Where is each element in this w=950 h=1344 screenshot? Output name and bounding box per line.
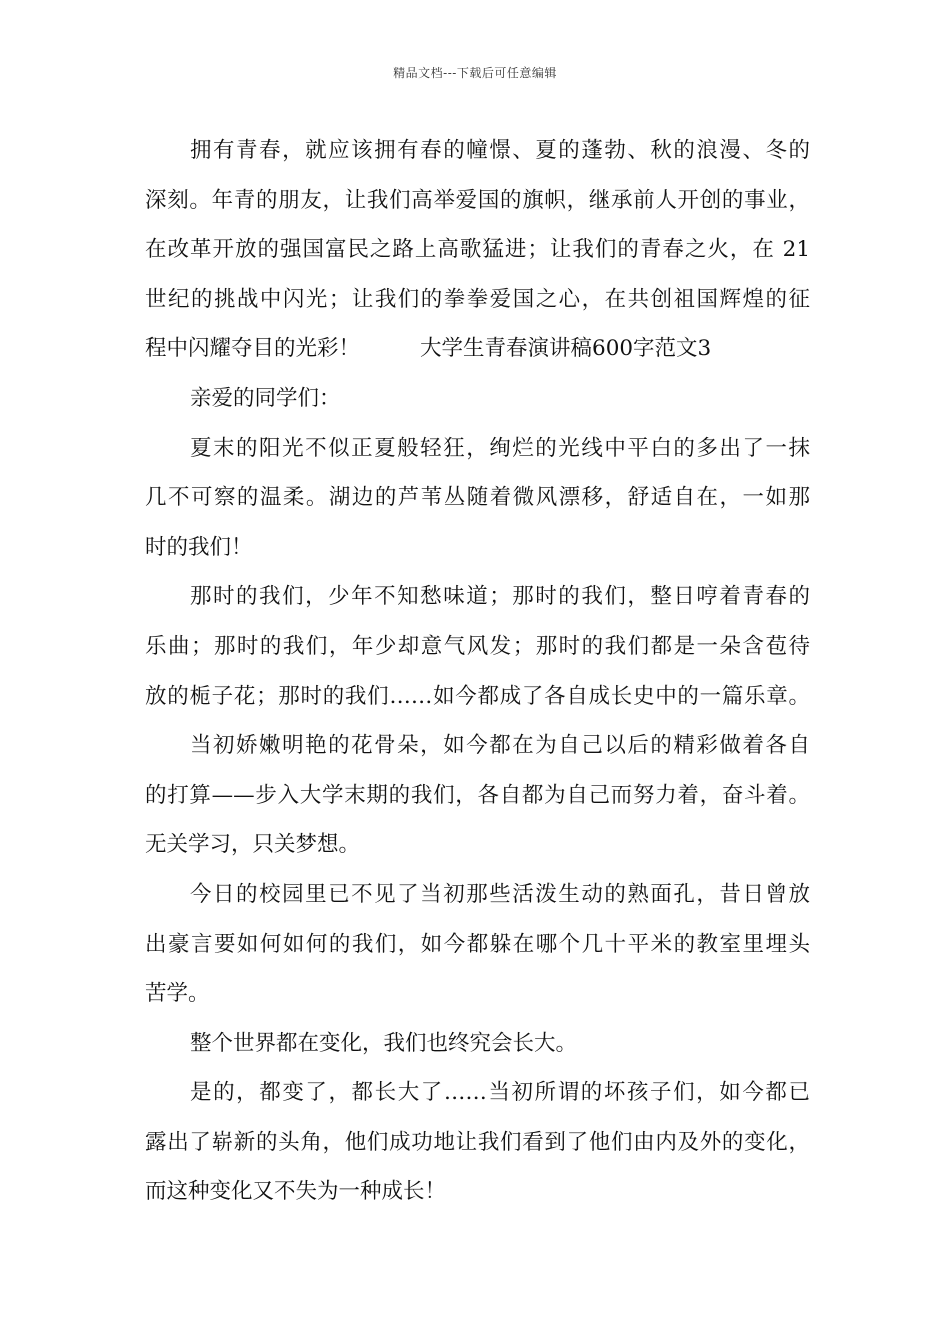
text-line: 是的，都变了，都长大了……当初所谓的坏孩子们，如今都已: [190, 1080, 810, 1106]
text-line: 的打算——步入大学末期的我们，各自都为自己而努力着，奋斗着。: [145, 782, 810, 808]
text-line: 整个世界都在变化，我们也终究会长大。: [190, 1030, 578, 1056]
text-line-with-title: [145, 329, 810, 379]
text-line: 放的栀子花；那时的我们……如今都成了各自成长史中的一篇乐章。: [145, 683, 810, 709]
text-line: 那时的我们，少年不知愁味道；那时的我们，整日哼着青春的: [190, 584, 810, 610]
section-title: 大学生青春演讲稿600字范文3: [420, 336, 712, 362]
text-line: 出豪言要如何如何的我们，如今都躲在哪个几十平米的教室里埋头: [145, 931, 810, 957]
paragraph-end-text: 程中闪耀夺目的光彩！: [145, 336, 361, 362]
page-header: 精品文档---下载后可任意编辑: [393, 66, 557, 80]
text-line: 时的我们！: [145, 534, 253, 560]
text-line: 几不可察的温柔。湖边的芦苇丛随着微风漂移，舒适自在，一如那: [145, 485, 810, 511]
text-line: 当初娇嫩明艳的花骨朵，如今都在为自己以后的精彩做着各自: [190, 733, 810, 759]
text-line: 而这种变化又不失为一种成长！: [145, 1179, 447, 1205]
text-line: 露出了崭新的头角，他们成功地让我们看到了他们由内及外的变化，: [145, 1129, 810, 1155]
text-line: 无关学习，只关梦想。: [145, 832, 361, 858]
text-line: 夏末的阳光不似正夏般轻狂，绚烂的光线中平白的多出了一抹: [190, 435, 810, 461]
text-line: 拥有青春，就应该拥有春的幢憬、夏的蓬勃、秋的浪漫、冬的: [190, 138, 810, 163]
text-line: 在改革开放的强国富民之路上高歌猛进；让我们的青春之火，在 21: [145, 237, 810, 263]
document-body: [145, 131, 810, 1222]
text-line: 乐曲；那时的我们，年少却意气风发；那时的我们都是一朵含苞待: [145, 633, 810, 659]
text-line: 深刻。年青的朋友，让我们高举爱国的旗帜，继承前人开创的事业，: [145, 187, 810, 213]
text-line: 苦学。: [145, 981, 210, 1007]
text-line: 世纪的挑战中闪光；让我们的拳拳爱国之心，在共创祖国辉煌的征: [145, 286, 810, 312]
text-line: 今日的校园里已不见了当初那些活泼生动的熟面孔，昔日曾放: [190, 881, 810, 907]
salutation: 亲爱的同学们：: [190, 385, 341, 411]
